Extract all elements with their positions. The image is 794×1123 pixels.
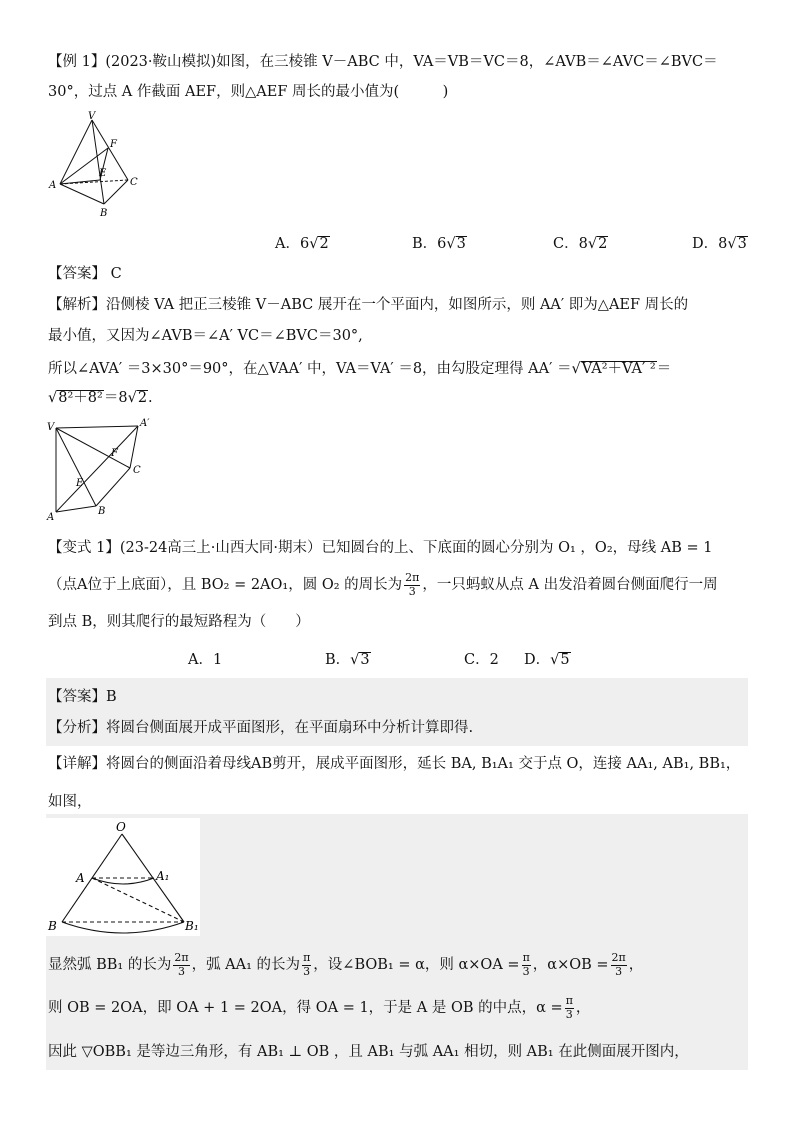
- fig3-label-o: O: [116, 820, 126, 834]
- variant-option-c: C．2: [464, 652, 499, 668]
- example1-analysis-line3: 所以∠AVA′ ＝3×30°＝90°，在△VAA′ 中，VA＝VA′ ＝8，由勾股定理得 AA′ ＝√VA²＋VA′ ²＝: [48, 361, 672, 377]
- variant1-ob-line: 则 OB = 2OA，即 OA + 1 = 2OA，得 OA = 1，于是 A 是 OB 的中点，α = $\frac{\pi}{3}$ ，: [48, 994, 591, 1021]
- variant1-last-line: 因此 ▽OBB₁ 是等边三角形，有 AB₁ ⊥ OB ，且 AB₁ 与弧 AA₁ 相切，则 AB₁ 在此侧面展开图内，: [48, 1044, 689, 1060]
- option-a: A．6√2: [275, 236, 329, 252]
- variant1-line2: （点A位于上底面），且 BO₂ = 2AO₁，圆 O₂ 的周长为 $\frac{2\pi}{3}$ ，一只蚂蚁从点 A 出发沿着圆台侧面爬行一周: [48, 571, 718, 598]
- variant1-detail-line1: 【详解】将圆台的侧面沿着母线AB剪开，展成平面图形，延长 BA, B₁A₁ 交于点 O，连接 AA₁, AB₁, BB₁，: [48, 756, 741, 772]
- unfolded-figure: [44, 414, 164, 522]
- example1-analysis-line2: 最小值，又因为∠AVB＝∠A′ VC＝∠BVC＝30°,: [48, 328, 363, 344]
- fig3-label-a1: A₁: [156, 869, 170, 883]
- variant1-arc-line: 显然弧 BB₁ 的长为 $\frac{2\pi}{3}$ ，弧 AA₁ 的长为 $\frac{\pi}{3}$ ，设∠BOB₁ = α，则 α×OA = $\frac{\pi}{3}$ ，α×OB = $\frac{2\pi}{3}$ ，: [48, 951, 644, 978]
- label-c: C: [130, 177, 138, 188]
- tetrahedron-figure: [44, 108, 144, 220]
- label-a: A: [49, 180, 57, 191]
- variant1-answer: 【答案】B: [48, 689, 117, 705]
- example1-analysis-line1: 【解析】沿侧棱 VA 把正三棱锥 V－ABC 展开在一个平面内，如图所示，则 AA′ 即为△AEF 周长的: [48, 297, 689, 313]
- fig2-label-a: A: [47, 512, 55, 522]
- fig3-label-b1: B₁: [185, 919, 199, 933]
- label-e: E: [99, 168, 107, 179]
- label-b: B: [100, 208, 108, 219]
- example1-analysis-line4: √8²＋8²＝8√2.: [48, 390, 153, 406]
- variant1-line1: 【变式 1】(23-24高三上·山西大同·期末）已知圆台的上、下底面的圆心分别为 O₁ ，O₂，母线 AB = 1: [48, 540, 713, 556]
- variant1-line3: 到点 B，则其爬行的最短路程为（ ）: [48, 614, 310, 630]
- fig2-label-c: C: [133, 465, 141, 476]
- variant-option-b: B．√3: [325, 652, 370, 668]
- variant-option-a: A．1: [188, 652, 223, 668]
- example1-line2: 30°，过点 A 作截面 AEF，则△AEF 周长的最小值为( ): [48, 84, 449, 100]
- fig2-label-a1: A′: [140, 418, 150, 429]
- example1-line1: 【例 1】(2023·鞍山模拟)如图，在三棱锥 V－ABC 中，VA＝VB＝VC＝8，∠AVB＝∠AVC＝∠BVC＝: [48, 54, 718, 70]
- fig2-label-f: F: [111, 448, 118, 459]
- variant1-detail-line2: 如图，: [48, 794, 92, 810]
- fig2-label-b: B: [98, 506, 106, 517]
- option-d: D．8√3: [692, 236, 747, 252]
- example1-answer: 【答案】 C: [48, 266, 122, 282]
- frustum-unfolded-figure: [46, 818, 200, 936]
- variant1-analysis: 【分析】将圆台侧面展开成平面图形，在平面扇环中分析计算即得.: [48, 720, 474, 736]
- fig2-label-e: E: [76, 478, 84, 489]
- fig3-label-a: A: [76, 871, 85, 885]
- option-b: B．6√3: [412, 236, 466, 252]
- fig3-label-b: B: [48, 919, 57, 933]
- option-c: C．8√2: [553, 236, 608, 252]
- label-f: F: [110, 139, 117, 150]
- fig2-label-v: V: [47, 422, 55, 433]
- variant-option-d: D．√5: [524, 652, 570, 668]
- label-v: V: [88, 111, 96, 122]
